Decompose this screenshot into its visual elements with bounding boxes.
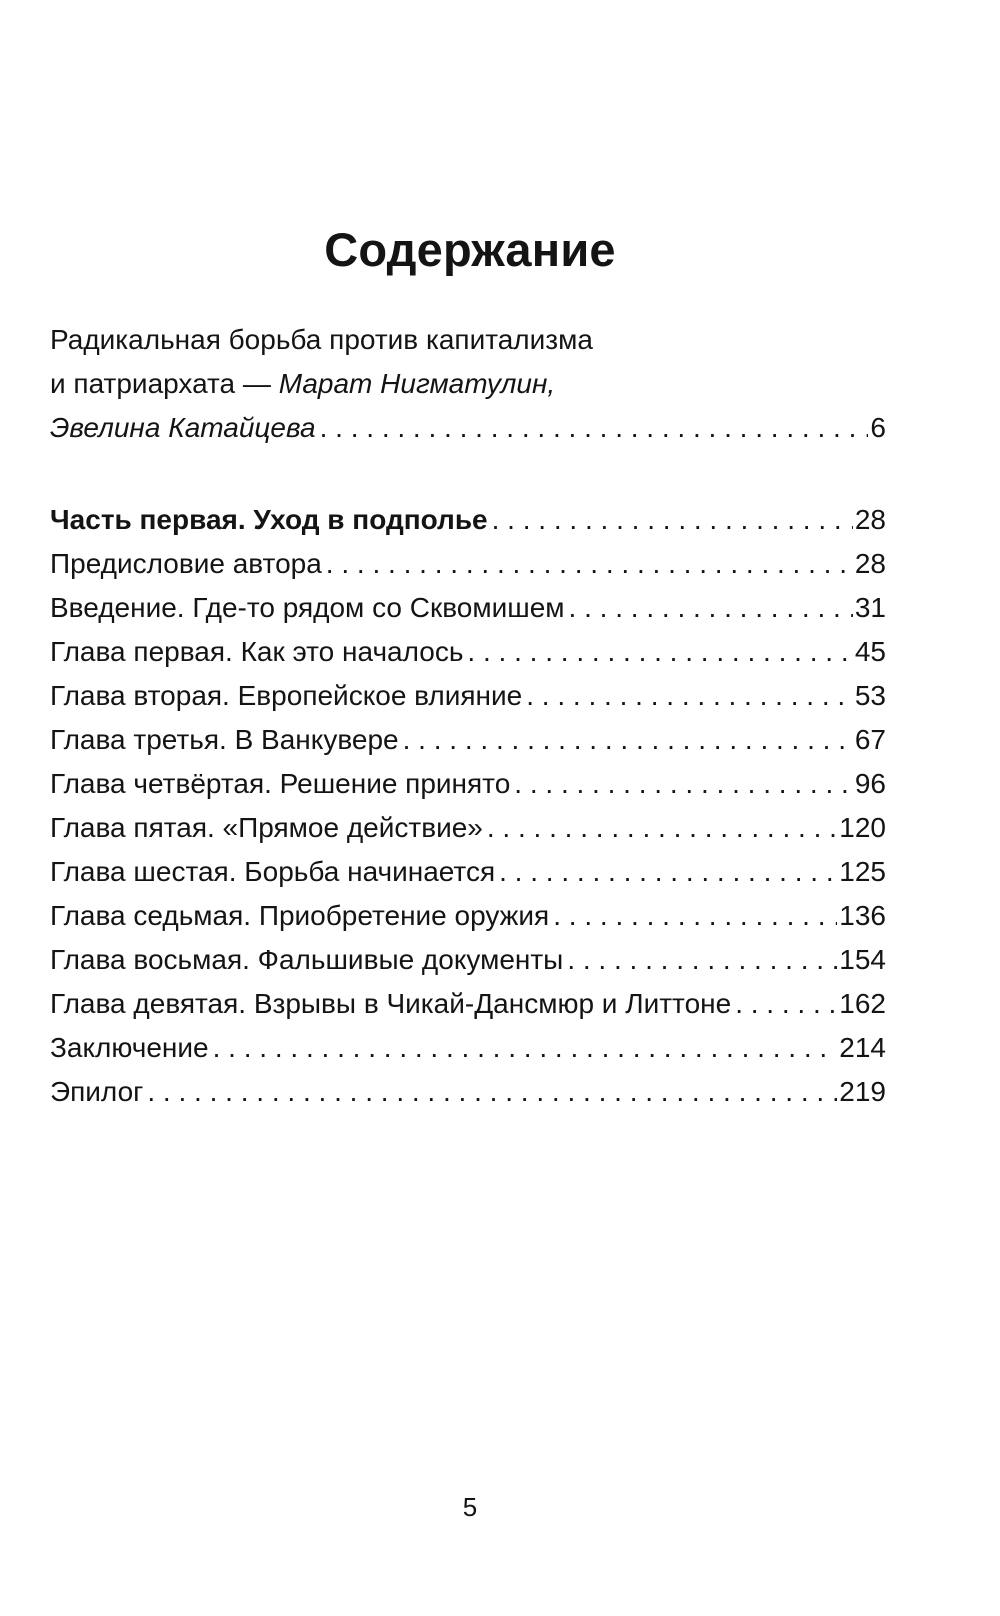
toc-entry-label: Глава вторая. Европейское влияние [50,680,523,711]
toc-entry-page-number: 45 [854,636,886,667]
toc-entry [50,850,886,894]
dot-leader [320,406,869,450]
dot-leader [403,718,853,762]
toc-entry [50,938,886,982]
dot-leader [735,982,837,1026]
toc-entry-label: Предисловие автора [50,548,322,579]
toc-entry-label: Заключение [50,1032,209,1063]
toc-entry [50,586,886,630]
toc-entry-page-number: 28 [854,504,886,535]
toc-entry [50,982,886,1026]
dot-leader [526,674,853,718]
toc-entry-label: Глава пятая. «Прямое действие» [50,812,483,843]
intro-line-2-text: и патриархата — [50,368,279,399]
toc-entry-page-number: 31 [854,592,886,623]
toc-entry-label: Глава третья. В Ванкувере [50,724,399,755]
dot-leader [569,586,853,630]
intro-authors-1: Марат Нигматулин, [278,368,556,399]
toc-entry-label: Глава девятая. Взрывы в Чикай-Дансмюр и Литтоне [50,988,732,1019]
toc-entry [50,630,886,674]
intro-page-number: 6 [870,412,886,443]
toc-entry-page-number: 96 [854,768,886,799]
toc-entry-label: Часть первая. Уход в подполье [50,504,488,535]
intro-line-3 [50,406,886,450]
toc-title: Содержание [324,223,616,276]
toc-entry [50,718,886,762]
toc-entry [50,806,886,850]
toc-entry-page-number: 53 [854,680,886,711]
dot-leader [326,542,853,586]
toc-entry-page-number: 125 [839,856,886,887]
toc-entry-label: Эпилог [50,1076,144,1107]
toc-entry [50,1070,886,1114]
dot-leader [567,938,837,982]
dot-leader [499,850,837,894]
toc-part-entry [50,498,886,542]
toc-entry-page-number: 219 [839,1076,886,1107]
intro-line-2 [50,362,886,406]
dot-leader [553,894,837,938]
page-number: 5 [462,1492,478,1522]
toc-entry-page-number: 154 [839,944,886,975]
intro-authors-2: Эвелина Катайцева [50,412,316,443]
toc-entry-page-number: 162 [839,988,886,1019]
toc-entry-label: Введение. Где-то рядом со Сквомишем [50,592,565,623]
toc-entry-page-number: 120 [839,812,886,843]
toc-entry [50,894,886,938]
toc-entry-label: Глава восьмая. Фальшивые документы [50,944,564,975]
dot-leader [213,1026,838,1070]
dot-leader [492,498,853,542]
toc-entry-page-number: 136 [839,900,886,931]
toc-entry [50,674,886,718]
toc-entry-label: Глава первая. Как это началось [50,636,464,667]
toc-entry-page-number: 67 [854,724,886,755]
toc-entries [50,498,886,1114]
toc-entry [50,1026,886,1070]
toc-entry-label: Глава четвёртая. Решение принято [50,768,511,799]
toc-entry [50,762,886,806]
toc-entry-page-number: 214 [839,1032,886,1063]
toc-entry-label: Глава шестая. Борьба начинается [50,856,496,887]
dot-leader [514,762,853,806]
dot-leader [467,630,852,674]
toc-entry-page-number: 28 [854,548,886,579]
intro-line-1: Радикальная борьба против капитализма [50,324,593,355]
dot-leader [487,806,837,850]
dot-leader [147,1070,837,1114]
toc-intro-entry [50,318,886,450]
toc-entry-label: Глава седьмая. Приобретение оружия [50,900,550,931]
toc-entry [50,542,886,586]
